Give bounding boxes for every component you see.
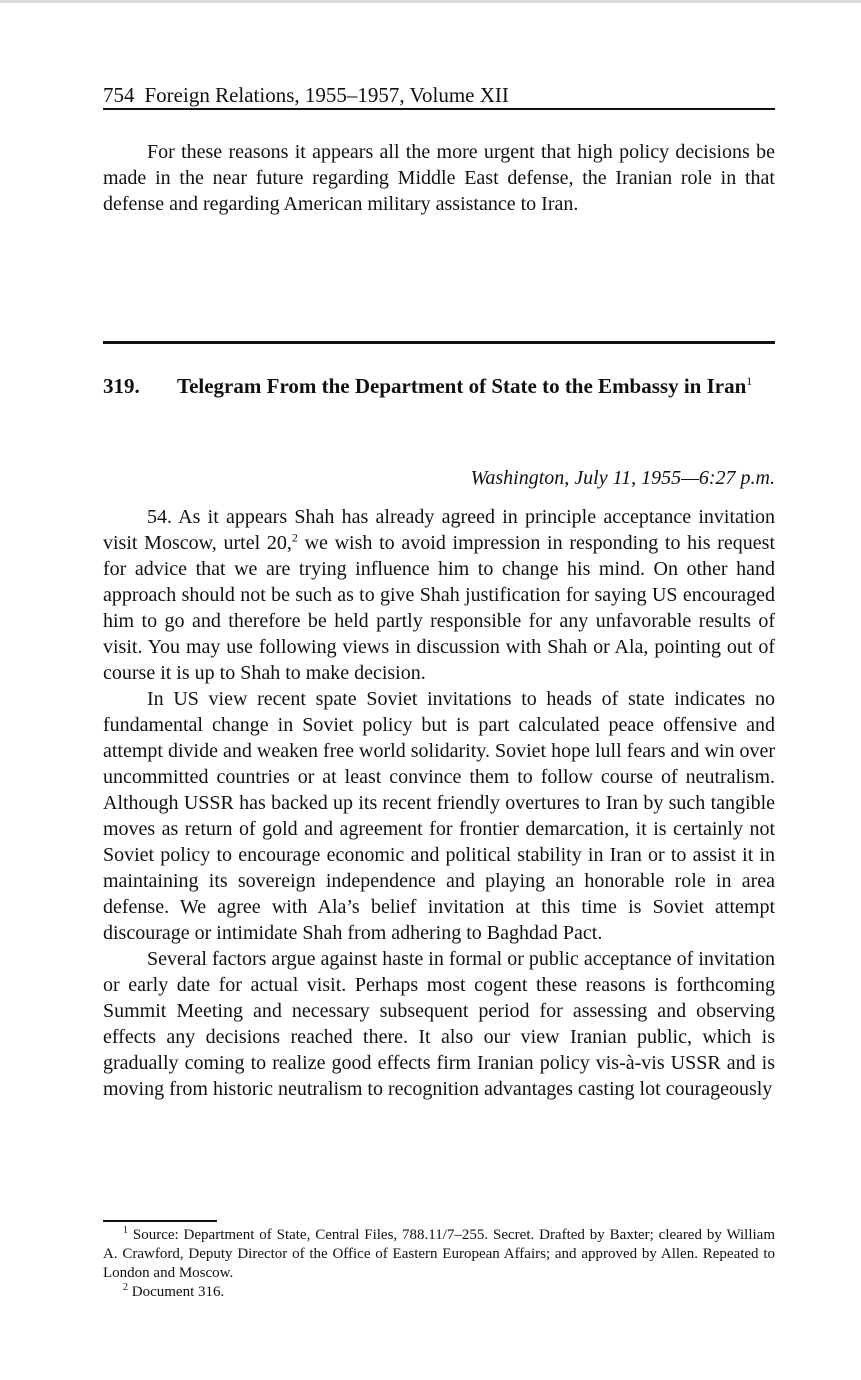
document-title — [177, 372, 775, 400]
page-number: 754 — [103, 83, 135, 107]
dateline: Washington, July 11, 1955—6:27 p.m. — [470, 467, 775, 489]
footnote-2-marker: 2 — [123, 1282, 128, 1293]
footnotes — [103, 1226, 775, 1302]
footnote-2 — [103, 1283, 775, 1302]
document-number: 319. — [103, 374, 140, 398]
body-paragraph-3: Several factors argue against haste in formal or public acceptance of invitation or early date for actual visit. Perhaps most cogent these reasons is forthcoming Summit Meeting and necessary subsequent period for assessing and observing effects any decisions reached there. It also our view Iranian public, which is gradually coming to realize good effects firm Iranian policy vis-à-vis USSR and is moving from historic neutralism to recognition advantages casting lot courageously — [103, 948, 775, 1100]
footnote-ref-1: 1 — [746, 374, 753, 388]
footnote-2-text: Document 316. — [128, 1284, 225, 1300]
intro-paragraph: For these reasons it appears all the more urgent that high policy decisions be made in the near future regarding Middle East defense, the Iranian role in that defense and regarding American military assistance to Iran. — [103, 141, 775, 215]
telegram-body — [103, 504, 775, 1102]
running-head-title: Foreign Relations, 1955–1957, Volume XII — [144, 83, 509, 107]
footnote-1-text: Source: Department of State, Central Files, 788.11/7–255. Secret. Drafted by Baxter; cleared by William A. Crawford, Deputy Director of the Office of Eastern European Affairs; and approved by Allen. Repeated to London and Moscow. — [103, 1227, 775, 1281]
footnote-rule — [103, 1220, 217, 1222]
paragraph-1-rest: we wish to avoid impression in responding to his request for advice that we are trying influence him to change his mind. On other hand approach should not be such as to give Shah justification for saying US encouraged him to go and therefore be held partly responsible for any unfavorable results of visit. You may use following views in discussion with Shah or Ala, pointing out of course it is up to Shah to make decision. — [103, 532, 775, 684]
page-top-edge — [0, 0, 861, 3]
running-head — [103, 82, 775, 108]
body-paragraph-2: In US view recent spate Soviet invitations to heads of state indicates no fundamental change in Soviet policy but is part calculated peace offensive and attempt divide and weaken free world solidarity. Soviet hope lull fears and win over uncommitted countries or at least convince them to follow course of neutralism. Although USSR has backed up its recent friendly overtures to Iran by such tangible moves as return of gold and agreement for frontier demarcation, it is certainly not Soviet policy to encourage economic and political stability in Iran or to assist it in maintaining its sovereign independence and playing an honorable role in area defense. We agree with Ala’s belief invitation at this time is Soviet attempt discourage or intimidate Shah from adhering to Baghdad Pact. — [103, 688, 775, 944]
paragraph-1-start: 54. As it appears Shah has already agreed in principle acceptance invitation visit Moscow, urtel 20, — [103, 506, 775, 554]
body-paragraph-1 — [103, 504, 775, 686]
running-head-rule — [103, 108, 775, 110]
footnote-1 — [103, 1226, 775, 1283]
document-title-text: Telegram From the Department of State to the Embassy in Iran — [177, 374, 747, 398]
intro-text — [103, 139, 775, 217]
section-divider — [103, 341, 775, 344]
footnote-1-marker: 1 — [123, 1225, 128, 1236]
footnote-ref-2: 2 — [291, 530, 298, 545]
